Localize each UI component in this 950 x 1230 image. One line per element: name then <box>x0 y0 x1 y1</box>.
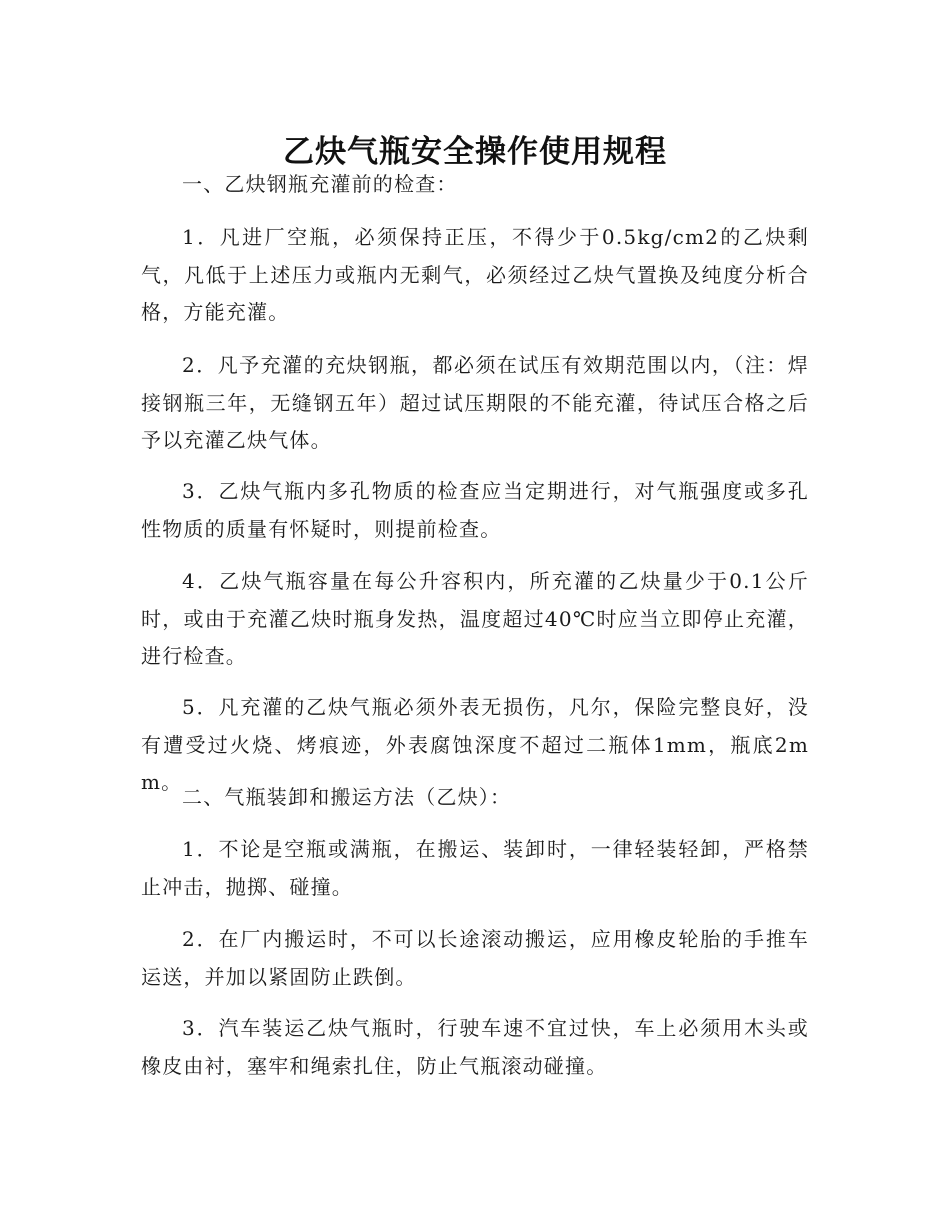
paragraph-1-1: 1．凡进厂空瓶，必须保持正压，不得少于0.5kg/cm2的乙炔剩气，凡低于上述压力或瓶内无剩气，必须经过乙炔气置换及纯度分析合格，方能充灌。 <box>141 225 809 324</box>
paragraph-1-2: 2．凡予充灌的充炔钢瓶，都必须在试压有效期范围以内，（注：焊接钢瓶三年，无缝钢五年）超过试压期限的不能充灌，待试压合格之后予以充灌乙炔气体。 <box>141 353 809 452</box>
document-title: 乙炔气瓶安全操作使用规程 <box>283 133 667 170</box>
paragraph-1-3: 3．乙炔气瓶内多孔物质的检查应当定期进行，对气瓶强度或多孔性物质的质量有怀疑时，则提前检查。 <box>141 479 809 541</box>
paragraph-1-4: 4．乙炔气瓶容量在每公升容积内，所充灌的乙炔量少于0.1公斤时，或由于充灌乙炔时瓶身发热，温度超过40℃时应当立即停止充灌，进行检查。 <box>141 569 809 668</box>
paragraph-2-2: 2．在厂内搬运时，不可以长途滚动搬运，应用橡皮轮胎的手推车运送，并加以紧固防止跌倒。 <box>141 927 809 989</box>
section-heading-1: 一、乙炔钢瓶充灌前的检查： <box>182 172 458 196</box>
section-heading-2: 二、气瓶装卸和搬运方法（乙炔）： <box>182 785 512 809</box>
paragraph-2-3: 3．汽车装运乙炔气瓶时，行驶车速不宜过快，车上必须用木头或橡皮由衬，塞牢和绳索扎住，防止气瓶滚动碰撞。 <box>141 1016 809 1078</box>
paragraph-2-1: 1．不论是空瓶或满瓶，在搬运、装卸时，一律轻装轻卸，严格禁止冲击，抛掷、碰撞。 <box>141 837 809 899</box>
paragraph-1-5: 5．凡充灌的乙炔气瓶必须外表无损伤，凡尔，保险完整良好，没有遭受过火烧、烤痕迹，外表腐蚀深度不超过二瓶体1mm，瓶底2mm。 <box>141 695 809 794</box>
